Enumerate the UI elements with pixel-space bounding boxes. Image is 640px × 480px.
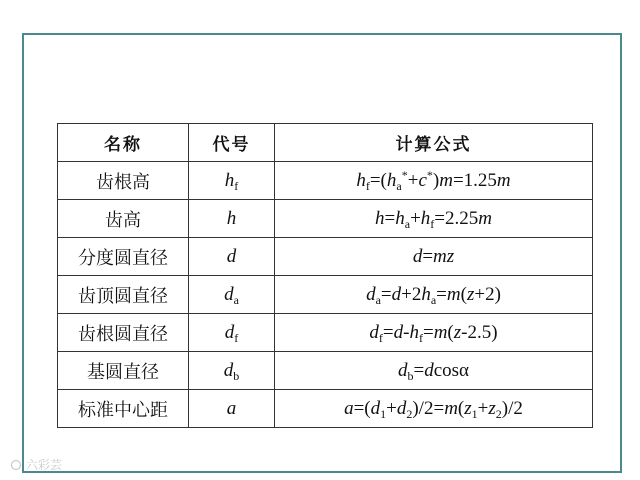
formula-part: =( (353, 397, 371, 419)
formula-part: =2.25 (434, 207, 479, 229)
formula-part: m (433, 245, 447, 267)
formula-part: = (380, 283, 392, 305)
row-name: 齿根高 (58, 162, 189, 200)
formula-sub: 1 (380, 406, 387, 421)
formula-part: ( (457, 397, 465, 419)
row-formula (275, 390, 593, 428)
formula-sub: f (418, 330, 423, 345)
formula-part: +2 (401, 283, 422, 305)
formula-part: )/2 (501, 397, 523, 419)
formula-sup: * (426, 167, 433, 182)
formula-part: h (421, 283, 431, 305)
row-symbol (189, 390, 275, 428)
row-formula (275, 276, 593, 314)
sym-subscript: f (234, 178, 239, 193)
table-row (58, 200, 593, 238)
row-name: 分度圆直径 (58, 238, 189, 276)
gear-formula-table (57, 123, 593, 428)
row-name: 齿根圆直径 (58, 314, 189, 352)
formula-part: z (488, 397, 496, 419)
row-name: 齿顶圆直径 (58, 276, 189, 314)
table-row (58, 238, 593, 276)
header-formula: 计算公式 (275, 124, 593, 162)
formula-sub: f (378, 330, 383, 345)
table-row (58, 390, 593, 428)
formula-part: + (477, 397, 489, 419)
formula-part: c (418, 169, 427, 191)
row-name: 标准中心距 (58, 390, 189, 428)
formula-part: = (384, 207, 396, 229)
watermark-logo-icon (10, 459, 22, 471)
row-formula (275, 162, 593, 200)
formula-part: - (403, 321, 410, 343)
formula-part: = (413, 359, 425, 381)
formula-part: = (422, 321, 434, 343)
formula-part: h (386, 169, 397, 191)
formula-part: d (391, 283, 402, 305)
row-formula (275, 352, 593, 390)
sym-letter: d (223, 359, 234, 381)
row-formula (275, 238, 593, 276)
formula-part: m (439, 169, 453, 191)
formula-part: h (420, 207, 431, 229)
table-row (58, 276, 593, 314)
formula-part: a (344, 397, 354, 419)
formula-part: h (356, 169, 366, 191)
sym-letter: h (224, 169, 235, 191)
formula-part: d (369, 321, 379, 343)
formula-part: d (393, 321, 404, 343)
formula-sub: 2 (495, 406, 502, 421)
sym-letter: a (226, 397, 237, 419)
sym-subscript: b (233, 368, 240, 383)
formula-part: d (396, 397, 407, 419)
formula-part: cosα (433, 359, 469, 381)
formula-part: = (382, 321, 394, 343)
formula-part: m (444, 397, 458, 419)
formula-sub: a (375, 292, 381, 307)
formula-part: ( (460, 283, 467, 305)
sym-subscript: f (234, 330, 239, 345)
formula-part: d (366, 283, 376, 305)
row-symbol (189, 276, 275, 314)
formula-part: + (410, 207, 421, 229)
row-symbol (189, 162, 275, 200)
formula-part: = (436, 283, 447, 305)
formula-sub: 2 (406, 406, 413, 421)
formula-part: ) (432, 169, 440, 191)
sym-letter: d (224, 321, 235, 343)
row-symbol (189, 314, 275, 352)
header-name: 名称 (58, 124, 189, 162)
row-formula (275, 200, 593, 238)
formula-part: = (422, 245, 434, 267)
formula-part: =( (369, 169, 387, 191)
formula-sub: b (407, 368, 414, 383)
formula-sub: 1 (471, 406, 478, 421)
formula-part: )/2= (412, 397, 445, 419)
formula-part: + (407, 169, 419, 191)
formula-part: m (478, 207, 492, 229)
formula-part: h (395, 207, 405, 229)
formula-part: h (375, 207, 385, 229)
formula-sub: a (396, 178, 402, 193)
sym-letter: d (224, 283, 234, 305)
row-symbol (189, 238, 275, 276)
formula-part: z (466, 283, 475, 305)
formula-part: z (446, 245, 455, 267)
row-name: 齿高 (58, 200, 189, 238)
formula-part: d (370, 397, 381, 419)
formula-part: z (453, 321, 462, 343)
row-symbol (189, 200, 275, 238)
table-row (58, 314, 593, 352)
formula-part: h (409, 321, 419, 343)
watermark-text: 六彩芸 (25, 458, 62, 472)
formula-part: -2.5) (461, 321, 498, 343)
formula-part: d (397, 359, 408, 381)
formula-part: ) (494, 283, 501, 305)
table-row (58, 162, 593, 200)
table-row (58, 352, 593, 390)
row-formula (275, 314, 593, 352)
formula-part: z (464, 397, 472, 419)
formula-part: + (386, 397, 397, 419)
formula-sub: f (365, 178, 370, 193)
formula-part: d (424, 359, 434, 381)
row-name: 基圆直径 (58, 352, 189, 390)
sym-letter: h (226, 207, 237, 229)
sym-subscript: a (233, 292, 239, 307)
table-header-row (58, 124, 593, 162)
formula-part: +2 (474, 283, 495, 305)
formula-part: ( (447, 321, 454, 343)
formula-sub: f (430, 216, 435, 231)
header-symbol: 代号 (189, 124, 275, 162)
formula-part: m (496, 169, 511, 191)
sym-letter: d (226, 245, 237, 267)
formula-part: m (446, 283, 461, 305)
watermark (10, 456, 62, 473)
formula-part: =1.25 (452, 169, 497, 191)
formula-part: m (433, 321, 448, 343)
formula-sub: a (404, 216, 411, 231)
formula-sub: a (430, 292, 437, 307)
formula-part: d (412, 245, 423, 267)
row-symbol (189, 352, 275, 390)
formula-sup: * (401, 167, 408, 182)
